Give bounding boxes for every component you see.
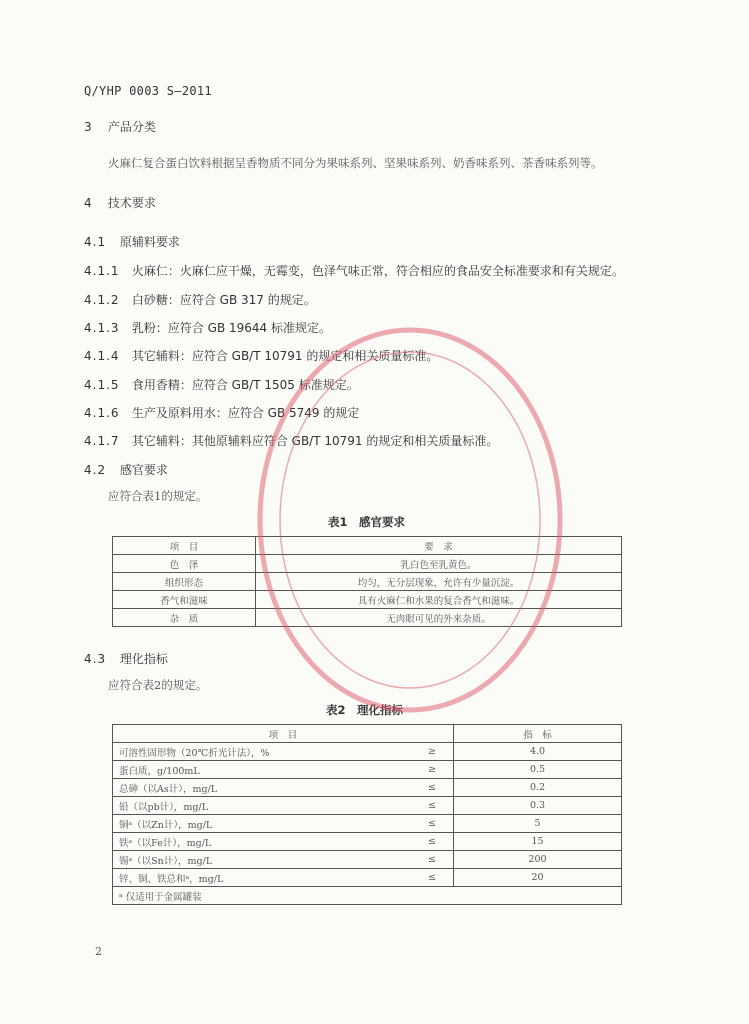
table-cell: 组织形态: [113, 573, 256, 591]
table-cell: ≥: [411, 761, 454, 779]
table-cell: ≤: [411, 797, 454, 815]
section-title: 原辅料要求: [119, 235, 180, 249]
clause-4-1-7: [84, 432, 498, 449]
table-row: [113, 851, 622, 869]
table-row: [113, 591, 622, 609]
section-4-2-paragraph: 应符合表1的规定。: [108, 489, 208, 503]
clause-number: 4.1.5: [84, 378, 120, 392]
table-footnote-row: [113, 887, 622, 905]
table-cell: 15: [454, 833, 622, 851]
table-2-physicochemical: [112, 724, 622, 905]
section-title: 感官要求: [119, 463, 168, 477]
clause-number: 4.1.3: [84, 321, 120, 335]
section-3-paragraph: 火麻仁复合蛋白饮料根据呈香物质不同分为果味系列、坚果味系列、奶香味系列、茶香味系列等。: [108, 156, 603, 170]
table-cell: 无肉眼可见的外来杂质。: [256, 609, 622, 627]
table-cell: 锌、铜、铁总和ᵃ，mg/L: [113, 869, 412, 887]
section-number: 4: [84, 196, 92, 210]
table-row: [113, 833, 622, 851]
section-title: 产品分类: [107, 120, 156, 134]
section-number: 3: [84, 120, 92, 134]
section-number: 4.3: [84, 652, 107, 666]
clause-number: 4.1.4: [84, 349, 120, 363]
table-cell: 0.2: [454, 779, 622, 797]
clause-4-1-5: [84, 376, 359, 393]
table-header-cell: 项 目: [113, 725, 454, 743]
clause-text: 其它辅料：其他原辅料应符合 GB/T 10791 的规定和相关质量标准。: [131, 434, 499, 448]
clause-number: 4.1.2: [84, 293, 120, 307]
table-footnote: ᵃ 仅适用于金属罐装: [113, 887, 622, 905]
table-cell: 铅（以pb计），mg/L: [113, 797, 412, 815]
clause-4-1-1: [84, 262, 624, 279]
table-cell: 可溶性固形物（20℃折光计法），%: [113, 743, 412, 761]
table-header-row: [113, 537, 622, 555]
table-row: [113, 797, 622, 815]
clause-4-1-4: [84, 347, 438, 364]
table-cell: 4.0: [454, 743, 622, 761]
table-cell: 铜ᵃ（以Zn计），mg/L: [113, 815, 412, 833]
table-cell: 香气和滋味: [113, 591, 256, 609]
section-4-heading: [84, 194, 156, 211]
table-row: [113, 761, 622, 779]
table-cell: 杂 质: [113, 609, 256, 627]
clause-text: 乳粉：应符合 GB 19644 标准规定。: [131, 321, 331, 335]
table-cell: 蛋白质，g/100mL: [113, 761, 412, 779]
table-cell: 均匀，无分层现象，允许有少量沉淀。: [256, 573, 622, 591]
table-cell: 乳白色至乳黄色。: [256, 555, 622, 573]
table-1-title: 表1 感官要求: [328, 515, 406, 529]
table-row: [113, 779, 622, 797]
table-cell: ≤: [411, 815, 454, 833]
table-cell: ≤: [411, 869, 454, 887]
table-cell: 20: [454, 869, 622, 887]
table-header-cell: 指 标: [454, 725, 622, 743]
table-cell: ≥: [411, 743, 454, 761]
clause-text: 食用香精：应符合 GB/T 1505 标准规定。: [131, 378, 359, 392]
section-number: 4.1: [84, 235, 107, 249]
clause-number: 4.1.6: [84, 406, 120, 420]
clause-number: 4.1.7: [84, 434, 120, 448]
table-cell: 0.3: [454, 797, 622, 815]
standard-code: Q/YHP 0003 S—2011: [84, 84, 212, 98]
table-row: [113, 743, 622, 761]
table-cell: 锡ᵃ（以Sn计），mg/L: [113, 851, 412, 869]
table-header-cell: 要 求: [256, 537, 622, 555]
clause-4-1-6: [84, 404, 359, 421]
table-cell: 色 泽: [113, 555, 256, 573]
table-row: [113, 869, 622, 887]
table-1-sensory: [112, 536, 622, 627]
table-cell: 总砷（以As计），mg/L: [113, 779, 412, 797]
clause-text: 火麻仁：火麻仁应干燥，无霉变，色泽气味正常，符合相应的食品安全标准要求和有关规定。: [131, 264, 624, 278]
clause-4-1-3: [84, 319, 331, 336]
table-row: [113, 815, 622, 833]
clause-text: 白砂糖：应符合 GB 317 的规定。: [131, 293, 316, 307]
page-number: 2: [95, 945, 102, 958]
section-number: 4.2: [84, 463, 107, 477]
section-title: 技术要求: [107, 196, 156, 210]
table-header-row: [113, 725, 622, 743]
table-cell: 200: [454, 851, 622, 869]
table-cell: 5: [454, 815, 622, 833]
clause-text: 其它辅料：应符合 GB/T 10791 的规定和相关质量标准。: [131, 349, 439, 363]
table-cell: 0.5: [454, 761, 622, 779]
section-3-heading: [84, 118, 156, 135]
section-4-2-heading: [84, 461, 168, 478]
table-cell: 铁ᵃ（以Fe计），mg/L: [113, 833, 412, 851]
section-4-3-paragraph: 应符合表2的规定。: [108, 678, 208, 692]
table-row: [113, 555, 622, 573]
clause-4-1-2: [84, 291, 316, 308]
section-4-3-heading: [84, 650, 168, 667]
table-header-cell: 项 目: [113, 537, 256, 555]
section-title: 理化指标: [119, 652, 168, 666]
table-cell: ≤: [411, 851, 454, 869]
clause-number: 4.1.1: [84, 264, 120, 278]
table-2-title: 表2 理化指标: [326, 703, 404, 717]
table-row: [113, 609, 622, 627]
clause-text: 生产及原料用水：应符合 GB 5749 的规定: [131, 406, 360, 420]
table-cell: ≤: [411, 779, 454, 797]
table-cell: 具有火麻仁和水果的复合香气和滋味。: [256, 591, 622, 609]
table-cell: ≤: [411, 833, 454, 851]
table-row: [113, 573, 622, 591]
section-4-1-heading: [84, 233, 180, 250]
